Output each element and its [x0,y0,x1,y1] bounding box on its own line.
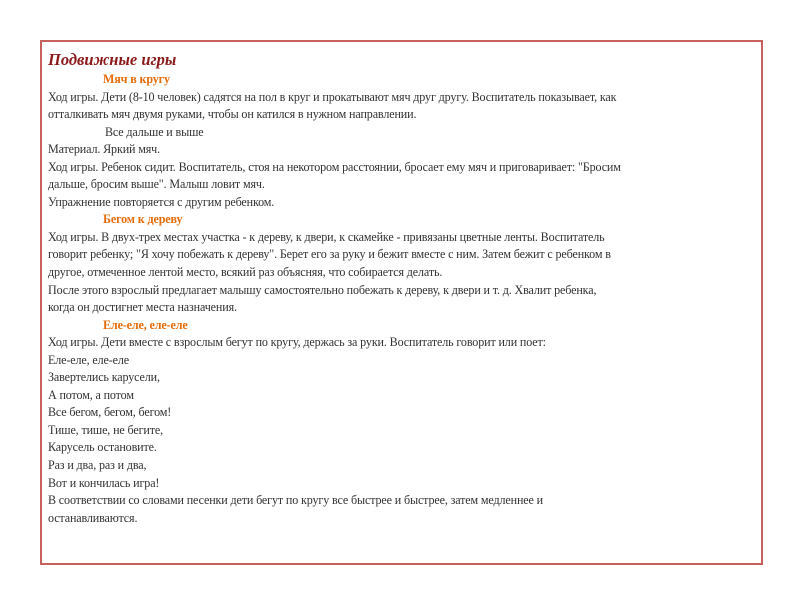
line-text: останавливаются. [48,509,138,525]
text-line [48,298,768,316]
text-line [48,105,768,123]
text-line [48,403,768,421]
line-text: Упражнение повторяется с другим ребенком. [48,193,275,209]
line-text: Ход игры. Дети (8-10 человек) садятся на пол в круг и прокатывают мяч друг другу. Воспитатель показывает, как [48,88,617,104]
text-line [48,351,768,369]
text-line [48,368,768,386]
page-title: Подвижные игры [48,50,177,69]
line-text: когда он достигнет места назначения. [48,299,237,315]
text-line [48,491,768,509]
section-heading [48,70,768,88]
document-body [48,50,768,526]
line-text: Материал. Яркий мяч. [48,141,160,157]
text-line [48,123,768,141]
line-text: отталкивать мяч двумя руками, чтобы он катился в нужном направлении. [48,106,417,122]
text-line [48,245,768,263]
text-line [48,193,768,211]
line-text: Вот и кончилась игра! [48,474,160,490]
text-lines [48,70,768,526]
text-line [48,333,768,351]
line-text: А потом, а потом [48,386,134,402]
text-line [48,158,768,176]
line-text: Еле-еле, еле-еле [48,351,129,367]
line-text: Раз и два, раз и два, [48,457,147,473]
line-text: дальше, бросим выше". Малыш ловит мяч. [48,176,265,192]
line-text: Мяч в кругу [103,71,170,86]
line-text: Все дальше и выше [105,123,204,139]
text-line [48,456,768,474]
text-line [48,509,768,527]
text-line [48,263,768,281]
section-heading [48,316,768,334]
line-text: Тише, тише, не бегите, [48,421,164,437]
line-text: В соответствии со словами песенки дети бегут по кругу все быстрее и быстрее, затем медленнее и [48,492,543,508]
text-line [48,386,768,404]
line-text: После этого взрослый предлагает малышу самостоятельно побежать к дереву, к двери и т. д. Хвалит ребенка, [48,281,597,297]
line-text: Бегом к дереву [103,211,183,227]
line-text: Карусель остановите. [48,439,157,455]
text-line [48,140,768,158]
line-text: Ход игры. Ребенок сидит. Воспитатель, стоя на некотором расстоянии, бросает ему мяч и приговаривает: "Бросим [48,158,621,174]
text-line [48,175,768,193]
line-text: Все бегом, бегом, бегом! [48,404,172,420]
text-line [48,438,768,456]
line-text: Ход игры. Дети вместе с взрослым бегут по кругу, держась за руки. Воспитатель говорит или поет: [48,334,546,350]
line-text: Еле-еле, еле-еле [103,316,188,332]
line-text: другое, отмеченное лентой место, всякий раз объясняя, что собирается делать. [48,264,443,280]
section-heading [48,210,768,228]
text-line [48,228,768,246]
line-text: говорит ребенку; "Я хочу побежать к дереву". Берет его за руку и бежит вместе с ним. Затем бежит с ребенком в [48,246,611,262]
text-line [48,281,768,299]
text-line [48,421,768,439]
line-text: Ход игры. В двух-трех местах участка - к дереву, к двери, к скамейке - привязаны цветные ленты. Воспитатель [48,228,605,244]
text-line [48,88,768,106]
text-line [48,474,768,492]
line-text: Завертелись карусели, [48,369,160,385]
